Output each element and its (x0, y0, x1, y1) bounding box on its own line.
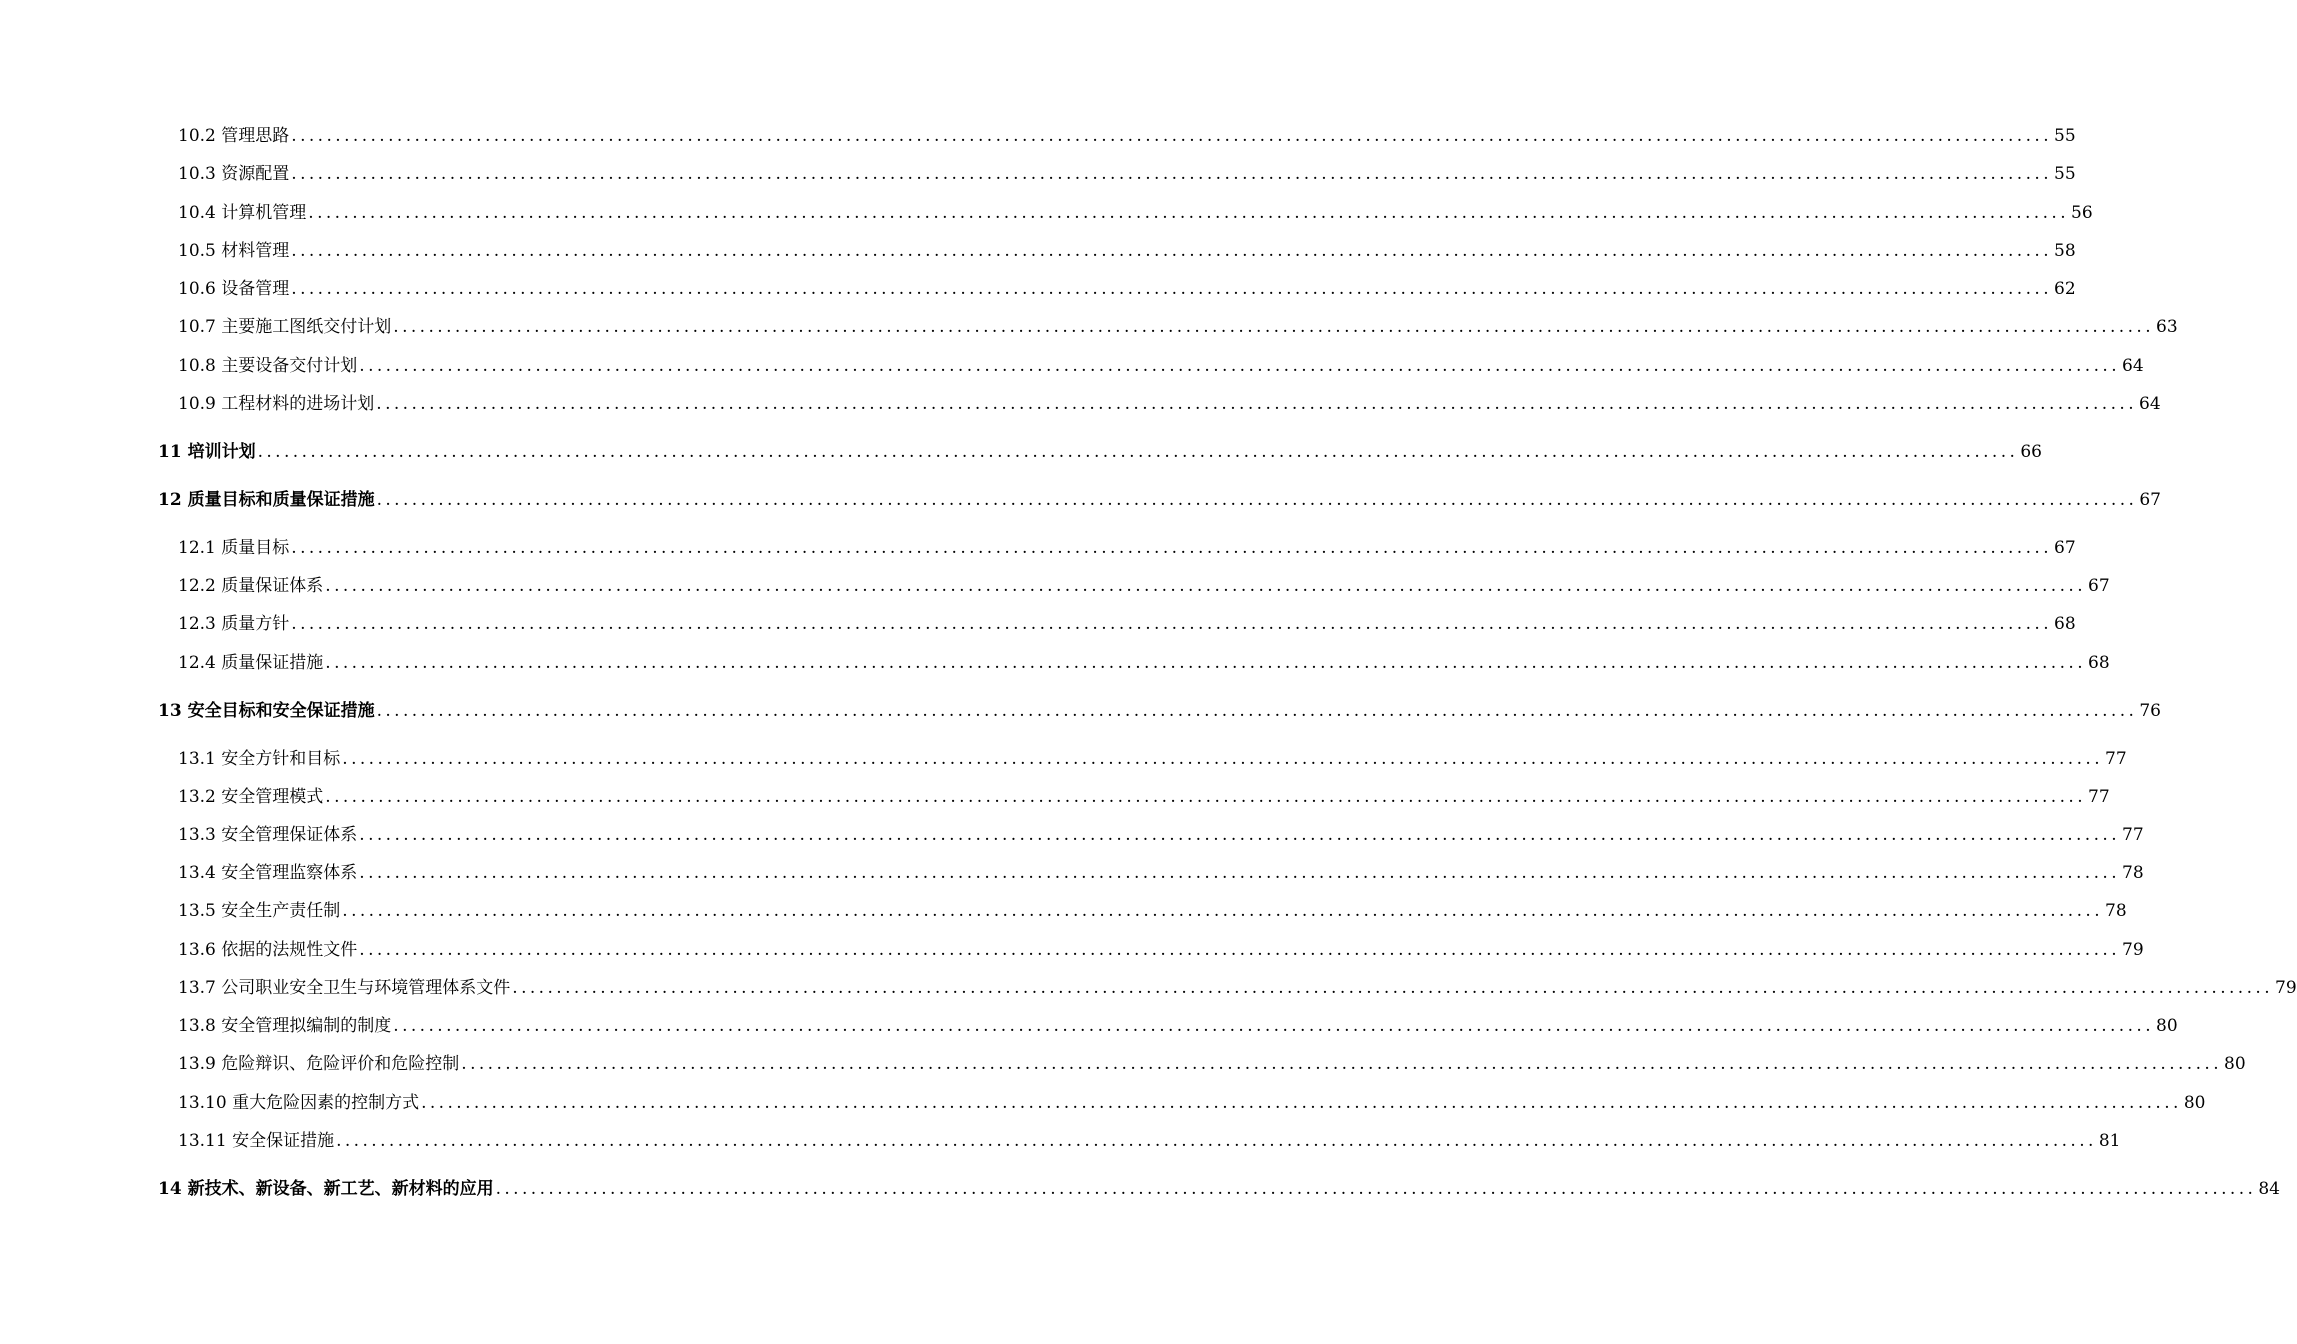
toc-dot-leader: ........................................................................................................................................................................................................ (291, 538, 2053, 558)
toc-page-number: 79 (2122, 940, 2144, 960)
toc-page-number: 64 (2122, 356, 2144, 376)
toc-dot-leader: ........................................................................................................................................................................................................ (421, 1093, 2182, 1113)
toc-page-number: 67 (2088, 576, 2110, 596)
toc-entry-title: 13.9 危险辩识、危险评价和危险控制 (178, 1054, 460, 1074)
toc-entry[interactable] (178, 610, 2076, 638)
toc-entry[interactable] (178, 572, 2110, 600)
toc-page-number: 84 (2258, 1179, 2280, 1199)
toc-page-number: 79 (2275, 978, 2297, 998)
toc-entry-title: 10.9 工程材料的进场计划 (178, 394, 375, 414)
toc-entry[interactable] (178, 974, 2297, 1002)
toc-entry[interactable] (178, 821, 2144, 849)
toc-page-number: 62 (2054, 279, 2076, 299)
toc-entry-title: 10.3 资源配置 (178, 164, 290, 184)
toc-entry-title: 12.2 质量保证体系 (178, 576, 324, 596)
toc-entry-title: 13.5 安全生产责任制 (178, 901, 341, 921)
toc-entry[interactable] (178, 275, 2076, 303)
toc-entry[interactable] (178, 390, 2161, 418)
toc-dot-leader: ........................................................................................................................................................................................................ (291, 126, 2053, 146)
toc-page-number: 56 (2071, 203, 2093, 223)
toc-entry[interactable] (178, 897, 2127, 925)
toc-page-number: 78 (2105, 901, 2127, 921)
toc-entry-title: 14 新技术、新设备、新工艺、新材料的应用 (158, 1179, 494, 1199)
toc-entry[interactable] (178, 745, 2127, 773)
toc-entry-title: 10.6 设备管理 (178, 279, 290, 299)
toc-entry[interactable] (178, 649, 2110, 677)
toc-entry[interactable] (178, 783, 2110, 811)
toc-dot-leader: ........................................................................................................................................................................................................ (325, 653, 2087, 673)
toc-dot-leader: ........................................................................................................................................................................................................ (325, 576, 2087, 596)
toc-entry[interactable] (178, 122, 2076, 150)
toc-page-number: 68 (2088, 653, 2110, 673)
toc-entry-title: 12.3 质量方针 (178, 614, 290, 634)
toc-dot-leader: ........................................................................................................................................................................................................ (291, 241, 2053, 261)
toc-entry[interactable] (158, 697, 2161, 725)
toc-page-number: 64 (2139, 394, 2161, 414)
toc-entry-title: 13.4 安全管理监察体系 (178, 863, 358, 883)
toc-page-number: 77 (2088, 787, 2110, 807)
toc-entry[interactable] (178, 199, 2093, 227)
toc-entry[interactable] (158, 1175, 2280, 1203)
toc-entry[interactable] (178, 936, 2144, 964)
toc-page-number: 81 (2098, 1131, 2121, 1151)
toc-dot-leader: ........................................................................................................................................................................................................ (359, 940, 2121, 960)
toc-entry[interactable] (178, 534, 2076, 562)
toc-entry-title: 13.11 安全保证措施 (178, 1131, 335, 1151)
toc-page-number: 77 (2105, 749, 2127, 769)
toc-dot-leader: ........................................................................................................................................................................................................ (342, 749, 2104, 769)
toc-entry[interactable] (178, 313, 2178, 341)
toc-entry-title: 12.1 质量目标 (178, 538, 290, 558)
toc-dot-leader: ........................................................................................................................................................................................................ (512, 978, 2274, 998)
toc-entry-title: 12 质量目标和质量保证措施 (158, 490, 375, 510)
toc-entry-title: 10.4 计算机管理 (178, 203, 307, 223)
toc-dot-leader: ........................................................................................................................................................................................................ (393, 1016, 2155, 1036)
toc-page-number: 63 (2156, 317, 2178, 337)
toc-page-number: 58 (2054, 241, 2076, 261)
toc-dot-leader: ........................................................................................................................................................................................................ (291, 614, 2053, 634)
toc-entry[interactable] (178, 1089, 2206, 1117)
toc-dot-leader: ........................................................................................................................................................................................................ (359, 356, 2121, 376)
toc-entry[interactable] (178, 1012, 2178, 1040)
toc-page-number: 80 (2224, 1054, 2246, 1074)
toc-dot-leader: ........................................................................................................................................................................................................ (342, 901, 2104, 921)
toc-entry-title: 13.2 安全管理模式 (178, 787, 324, 807)
toc-entry-title: 10.2 管理思路 (178, 126, 290, 146)
toc-page-number: 67 (2054, 538, 2076, 558)
toc-page-number: 67 (2139, 490, 2161, 510)
toc-entry-title: 11 培训计划 (158, 442, 256, 462)
toc-page-number: 55 (2054, 126, 2076, 146)
toc-entry[interactable] (178, 352, 2144, 380)
toc-dot-leader: ........................................................................................................................................................................................................ (359, 863, 2121, 883)
toc-dot-leader: ........................................................................................................................................................................................................ (291, 279, 2053, 299)
toc-entry[interactable] (178, 1050, 2246, 1078)
toc-page-number: 78 (2122, 863, 2144, 883)
toc-dot-leader: ........................................................................................................................................................................................................ (336, 1131, 2097, 1151)
toc-dot-leader: ........................................................................................................................................................................................................ (257, 442, 2019, 462)
toc-entry-title: 10.5 材料管理 (178, 241, 290, 261)
toc-dot-leader: ........................................................................................................................................................................................................ (376, 394, 2138, 414)
toc-entry-title: 13.1 安全方针和目标 (178, 749, 341, 769)
toc-page-number: 68 (2054, 614, 2076, 634)
toc-entry[interactable] (178, 237, 2076, 265)
toc-page-number: 77 (2122, 825, 2144, 845)
toc-page-number: 80 (2183, 1093, 2206, 1113)
toc-page-number: 66 (2020, 442, 2042, 462)
toc-entry[interactable] (158, 438, 2042, 466)
toc-dot-leader: ........................................................................................................................................................................................................ (376, 701, 2138, 721)
toc-entry-title: 13 安全目标和安全保证措施 (158, 701, 375, 721)
toc-page-number: 55 (2054, 164, 2076, 184)
toc-page-number: 76 (2139, 701, 2161, 721)
toc-entry-title: 13.10 重大危险因素的控制方式 (178, 1093, 420, 1113)
toc-entry[interactable] (178, 859, 2144, 887)
toc-dot-leader: ........................................................................................................................................................................................................ (393, 317, 2155, 337)
toc-page-number: 80 (2156, 1016, 2178, 1036)
toc-dot-leader: ........................................................................................................................................................................................................ (325, 787, 2087, 807)
toc-dot-leader: ........................................................................................................................................................................................................ (376, 490, 2138, 510)
toc-dot-leader: ........................................................................................................................................................................................................ (461, 1054, 2223, 1074)
toc-entry-title: 13.8 安全管理拟编制的制度 (178, 1016, 392, 1036)
toc-dot-leader: ........................................................................................................................................................................................................ (308, 203, 2070, 223)
toc-entry-title: 10.8 主要设备交付计划 (178, 356, 358, 376)
toc-entry[interactable] (158, 486, 2161, 514)
toc-dot-leader: ........................................................................................................................................................................................................ (359, 825, 2121, 845)
toc-entry-title: 13.3 安全管理保证体系 (178, 825, 358, 845)
toc-entry[interactable] (178, 1127, 2121, 1155)
toc-entry-title: 13.6 依据的法规性文件 (178, 940, 358, 960)
toc-entry-title: 13.7 公司职业安全卫生与环境管理体系文件 (178, 978, 511, 998)
toc-entry-title: 10.7 主要施工图纸交付计划 (178, 317, 392, 337)
toc-dot-leader: ........................................................................................................................................................................................................ (291, 164, 2053, 184)
toc-dot-leader: ........................................................................................................................................................................................................ (495, 1179, 2257, 1199)
toc-entry[interactable] (178, 160, 2076, 188)
toc-entry-title: 12.4 质量保证措施 (178, 653, 324, 673)
